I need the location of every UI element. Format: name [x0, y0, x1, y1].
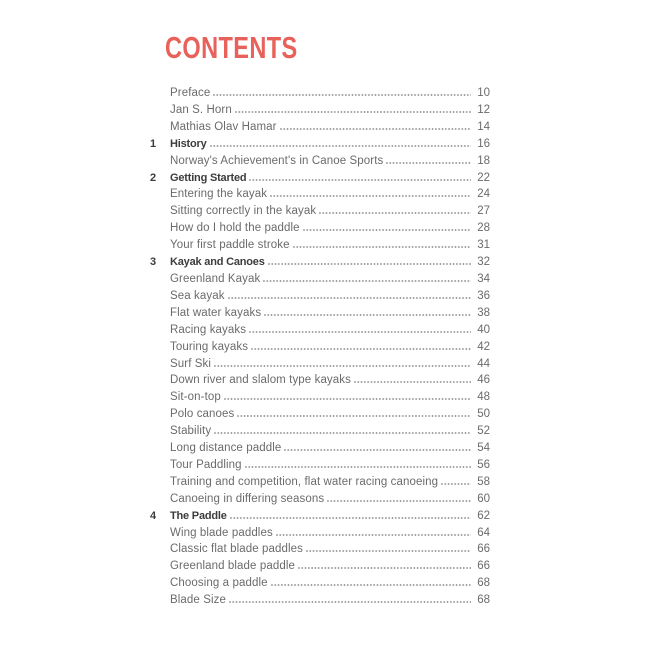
toc-row	[150, 491, 490, 508]
toc-row	[150, 525, 490, 542]
toc-row	[150, 119, 490, 136]
toc-entry-label: How do I hold the paddle	[170, 222, 300, 235]
page-number: 54	[477, 442, 490, 455]
toc-row	[150, 339, 490, 356]
toc-entry-label: Surf Ski	[170, 357, 212, 370]
contents-page	[150, 31, 490, 609]
toc-row	[150, 389, 490, 406]
chapter-number: 1	[150, 137, 156, 150]
toc-entry-label: Wing blade paddles	[170, 526, 273, 539]
dot-leader	[386, 162, 471, 164]
chapter-number: 3	[150, 256, 156, 269]
dot-leader	[263, 280, 471, 282]
toc-row	[150, 356, 490, 373]
dot-leader	[210, 145, 472, 147]
toc-entry-label: Entering the kayak	[170, 188, 268, 201]
dot-leader	[268, 263, 471, 265]
dot-leader	[280, 128, 471, 130]
toc-entry-label: Sea kayak	[170, 289, 225, 302]
page-number: 12	[477, 103, 490, 116]
page-number: 40	[477, 323, 490, 336]
page-number: 38	[477, 306, 490, 319]
toc-row	[150, 271, 490, 288]
toc-entry-label: Racing kayaks	[170, 323, 247, 336]
page-number: 68	[477, 594, 490, 607]
dot-leader	[229, 601, 471, 603]
page-number: 10	[477, 87, 490, 99]
toc-entry-label: The Paddle	[170, 509, 227, 522]
toc-row	[150, 220, 490, 237]
toc-row	[150, 372, 490, 389]
toc-list	[150, 85, 490, 609]
toc-row	[150, 508, 490, 525]
dot-leader	[271, 584, 471, 586]
page-number: 42	[477, 340, 490, 353]
toc-row	[150, 237, 490, 254]
toc-entry-label: Long distance paddle	[170, 442, 282, 455]
toc-entry-label: Flat water kayaks	[170, 306, 262, 319]
toc-entry-label: Mathias Olav Hamar	[170, 120, 277, 133]
toc-entry-label: Your first paddle stroke	[170, 239, 290, 252]
page-number: 52	[477, 425, 490, 438]
chapter-number: 4	[150, 509, 156, 522]
dot-leader	[249, 179, 471, 181]
page-number: 18	[477, 154, 490, 167]
dot-leader	[284, 449, 471, 451]
dot-leader	[228, 297, 471, 299]
toc-entry-label: Polo canoes	[170, 408, 235, 421]
toc-entry-label: Touring kayaks	[170, 340, 249, 353]
dot-leader	[327, 500, 471, 502]
toc-entry-label: Training and competition, flat water racing canoeing	[170, 475, 439, 488]
toc-row	[150, 186, 490, 203]
page-number: 68	[477, 577, 490, 590]
dot-leader	[306, 550, 471, 552]
dot-leader	[235, 111, 471, 113]
page-number: 22	[477, 171, 490, 184]
toc-entry-label: Sitting correctly in the kayak	[170, 205, 317, 218]
toc-row	[150, 254, 490, 271]
toc-row	[150, 322, 490, 339]
page-number: 66	[477, 560, 490, 573]
page-number: 16	[477, 137, 490, 150]
page-number: 34	[477, 272, 490, 285]
toc-row	[150, 305, 490, 322]
toc-row	[150, 102, 490, 119]
page-number: 28	[477, 222, 490, 235]
dot-leader	[249, 331, 471, 333]
page-number: 62	[477, 509, 490, 522]
toc-row	[150, 440, 490, 457]
toc-entry-label: Choosing a paddle	[170, 577, 268, 590]
dot-leader	[441, 483, 471, 485]
page-number: 56	[477, 458, 490, 471]
toc-row	[150, 85, 490, 102]
toc-row	[150, 170, 490, 187]
page-number: 24	[477, 188, 490, 201]
toc-entry-label: Getting Started	[170, 171, 247, 184]
toc-row	[150, 406, 490, 423]
dot-leader	[293, 246, 471, 248]
page-number: 46	[477, 374, 490, 387]
toc-entry-label: Jan S. Horn	[170, 103, 232, 116]
toc-row	[150, 474, 490, 491]
chapter-number: 2	[150, 171, 156, 184]
toc-entry-label: Canoeing in differing seasons	[170, 492, 325, 505]
toc-entry-label: Blade Size	[170, 594, 226, 607]
dot-leader	[303, 229, 471, 231]
page-number: 64	[477, 526, 490, 539]
dot-leader	[319, 212, 471, 214]
toc-entry-label: Kayak and Canoes	[170, 256, 265, 269]
toc-row	[150, 575, 490, 592]
dot-leader	[214, 365, 471, 367]
toc-entry-label: Greenland blade paddle	[170, 560, 295, 573]
dot-leader	[237, 415, 471, 417]
toc-row	[150, 288, 490, 305]
toc-entry-label: Sit-on-top	[170, 391, 221, 404]
dot-leader	[224, 398, 471, 400]
page-number: 31	[477, 239, 490, 252]
toc-entry-label: Down river and slalom type kayaks	[170, 374, 351, 387]
toc-entry-label: Tour Paddling	[170, 458, 242, 471]
toc-row	[150, 457, 490, 474]
toc-row	[150, 136, 490, 153]
page-number: 36	[477, 289, 490, 302]
toc-entry-label: Preface	[170, 87, 211, 99]
dot-leader	[270, 195, 471, 197]
toc-row	[150, 592, 490, 609]
toc-row	[150, 423, 490, 440]
toc-row	[150, 541, 490, 558]
page-number: 32	[477, 256, 490, 269]
toc-entry-label: Classic flat blade paddles	[170, 543, 304, 556]
page-number: 44	[477, 357, 490, 370]
toc-entry-label: Stability	[170, 425, 212, 438]
toc-row	[150, 558, 490, 575]
page-number: 60	[477, 492, 490, 505]
toc-entry-label: History	[170, 137, 207, 150]
page-number: 48	[477, 391, 490, 404]
dot-leader	[213, 94, 471, 96]
toc-row	[150, 203, 490, 220]
dot-leader	[354, 381, 471, 383]
page-number: 66	[477, 543, 490, 556]
toc-row	[150, 153, 490, 170]
toc-entry-label: Norway's Achievement's in Canoe Sports	[170, 154, 384, 167]
page-number: 58	[477, 475, 490, 488]
page-number: 14	[477, 120, 490, 133]
dot-leader	[214, 432, 471, 434]
dot-leader	[230, 517, 471, 519]
page-number: 27	[477, 205, 490, 218]
dot-leader	[245, 466, 471, 468]
dot-leader	[276, 534, 471, 536]
toc-entry-label: Greenland Kayak	[170, 272, 261, 285]
page-number: 50	[477, 408, 490, 421]
dot-leader	[251, 348, 471, 350]
dot-leader	[298, 567, 471, 569]
dot-leader	[264, 314, 471, 316]
page-title: CONTENTS	[165, 30, 298, 65]
